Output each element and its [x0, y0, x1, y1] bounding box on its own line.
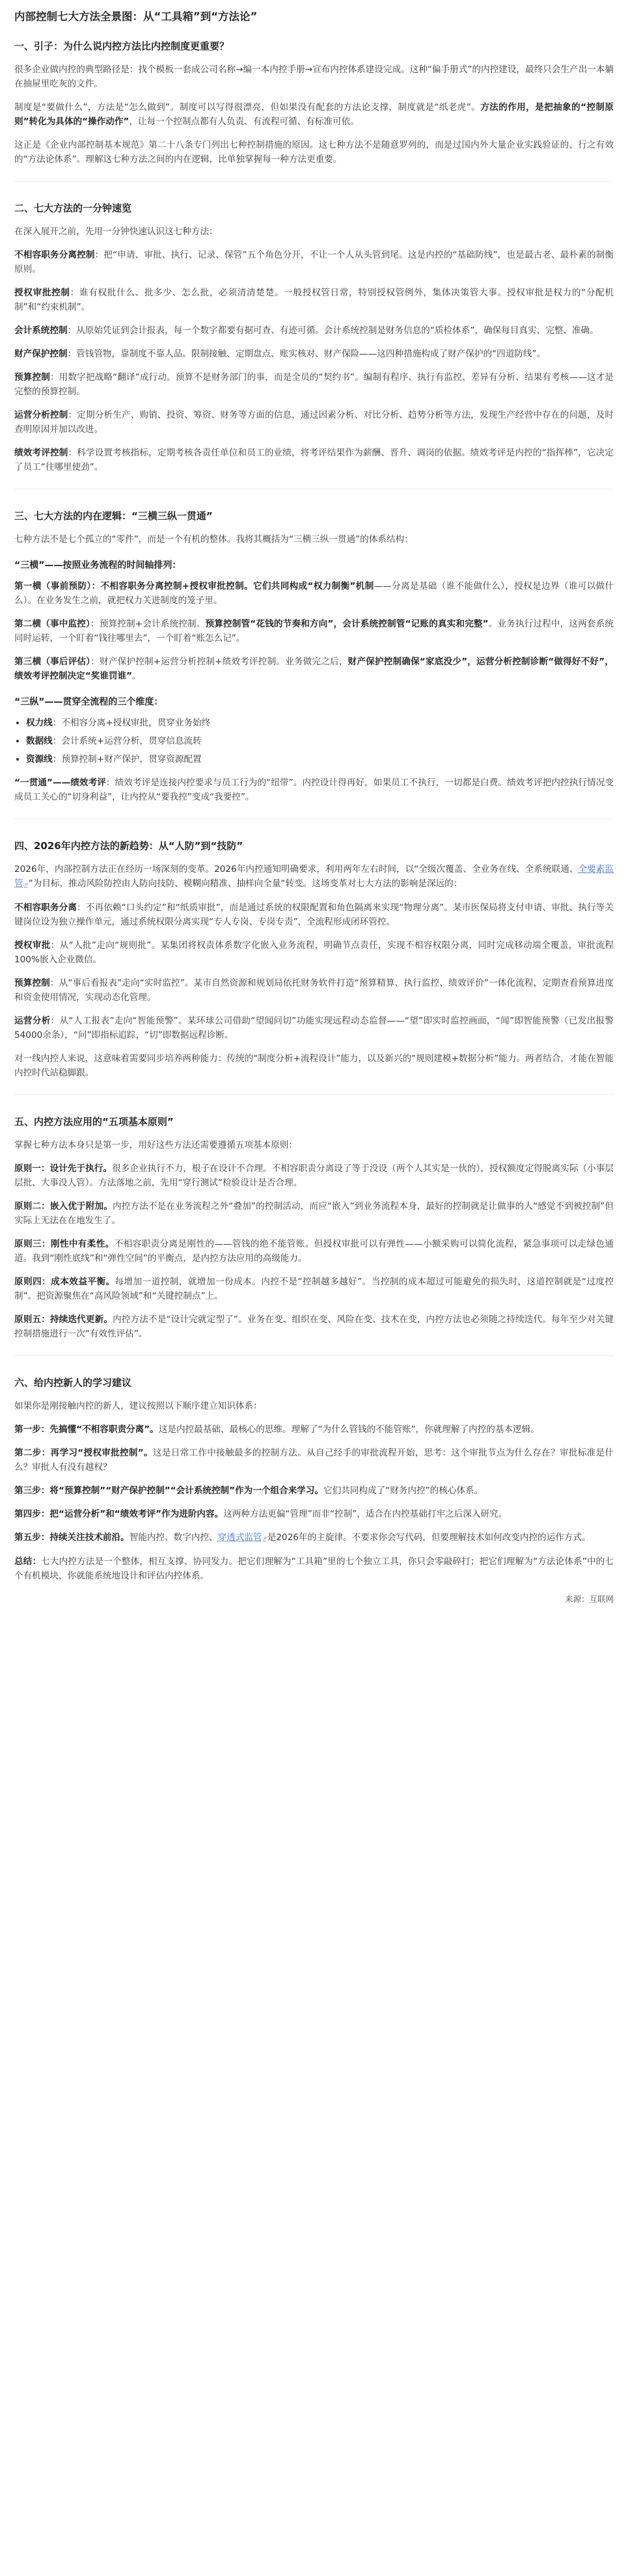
- trend-desc: ：不再依赖“口头约定”和“纸质审批”，而是通过系统的权限配置和角色隔离来实现“物理分离”。某市医保局将支付申请、审批、执行等关键岗位设为独立操作单元，通过系统权限分离实现“专人专岗、专岗专责”，全流程形成闭环管控。: [14, 902, 614, 927]
- trend-desc: ：从“人批”走向“规则批”。某集团将权责体系数字化嵌入业务流程，明确节点责任，实现不相容权限分离，同时完成移动端全覆盖，审批流程100%嵌入企业微信。: [14, 940, 614, 965]
- method-term: 授权审批控制: [14, 288, 70, 298]
- row-item: [14, 655, 614, 683]
- keyword-link[interactable]: [218, 1532, 267, 1543]
- method-desc: ：从原始凭证到会计报表，每一个数字都要有据可查、有迹可循。会计系统控制是财务信息的“质检体系”，确保每目真实、完整、准确。: [67, 325, 599, 336]
- principle-item: [14, 1161, 614, 1190]
- link-text: 穿透式监管: [217, 1532, 262, 1543]
- paragraph: 很多企业做内控的典型路径是：找个模板一套成公司名称→编一本内控手册→宣布内控体系建设完成。这种“偏手册式”的内控建设，最终只会生产出一本躺在抽屉里吃灰的文件。: [14, 64, 614, 89]
- principle-term: 原则一：设计先于执行。: [14, 1163, 113, 1174]
- row-emphasis: 预算控制管“花钱的节奏和方向”，会计系统控制管“记账的真实和完整”: [205, 619, 489, 629]
- bullet-desc: ：预算控制+财产保护，贯穿资源配置: [52, 754, 202, 765]
- method-term: 会计系统控制: [14, 325, 68, 336]
- list-item: [26, 752, 614, 766]
- paragraph: 对一线内控人来说，这意味着需要同步培养两种能力：传统的“制度分析+流程设计”能力，以及新兴的“规则建模+数据分析”能力。两者结合，才能在智能内控时代站稳脚跟。: [14, 1053, 614, 1078]
- step-desc: 是2026年的主旋律。不要求你会写代码，但要理解技术如何改变内控的运作方式。: [267, 1532, 591, 1543]
- step-term: 第三步：将“预算控制”“财产保护控制”“会计系统控制”作为一个组合来学习。: [14, 1485, 324, 1496]
- summary-desc: 七大内控方法是一个整体，相互支撑、协同发力。把它们理解为“工具箱”里的七个独立工具，你只会零敲碎打；把它们理解为“方法论体系”中的七个有机模块，你就能系统地设计和评估内控体系。: [14, 1556, 614, 1581]
- row-mid: ：财产保护控制+运营分析控制+绩效考评控制。业务做完之后，: [90, 657, 348, 667]
- row-lead: 第三横（事后评估）: [14, 657, 91, 667]
- step-item: [14, 1484, 614, 1498]
- bullet-term: 权力线: [26, 718, 53, 728]
- paragraph: [14, 100, 614, 129]
- principle-item: [14, 1312, 614, 1341]
- trend-item: [14, 1014, 614, 1042]
- method-desc: ：定期分析生产、购销、投资、筹资、财务等方面的信息，通过因素分析、对比分析、趋势分析等方法，发现生产经营中存在的问题，及时查明原因并加以改进。: [14, 410, 614, 435]
- search-icon: ⌕: [24, 880, 29, 888]
- method-term: 绩效考评控制: [14, 448, 68, 458]
- summary-term: 总结：: [14, 1556, 42, 1567]
- method-desc: ：谁有权批什么、批多少、怎么批，必须清清楚楚。一般授权管日常，特别授权管例外，集体决策管大事。授权审批是权力的“分配机制”和“约束机制”。: [14, 288, 614, 312]
- step-term: 第四步：把“运营分析”和“绩效考评”作为进阶内容。: [14, 1509, 224, 1519]
- subheading-three-columns: “三纵”——贯穿全流程的三个维度：: [14, 697, 163, 707]
- section-3-heading: 三、七大方法的内在逻辑：“三横三纵一贯通”: [14, 510, 213, 522]
- principle-desc: 很多企业执行不力，根子在设计不合理。不相容职责分离设了等于没设（两个人其实是一伙的），授权额度定得脱离实际（小事层层批、大事没人管）。方法落地之前，先用“穿行测试”检验设计是否合理。: [14, 1163, 614, 1188]
- method-item: [14, 248, 614, 277]
- section-6-heading: 六、给内控新人的学习建议: [14, 1377, 132, 1389]
- principle-term: 原则四：成本效益平衡。: [14, 1277, 115, 1287]
- method-item: [14, 347, 614, 361]
- principle-item: [14, 1237, 614, 1266]
- method-desc: ：科学设置考核指标，定期考核各责任单位和员工的业绩，将考评结果作为薪酬、晋升、调岗的依据。绩效考评是内控的“指挥棒”，它决定了员工“往哪里使劲”。: [14, 448, 614, 472]
- principle-term: 原则二：嵌入优于附加。: [14, 1201, 113, 1212]
- step-desc: 这是内控最基础、最核心的思维。理解了“为什么管钱的不能管账”，你就理解了内控的基本逻辑。: [158, 1424, 539, 1435]
- step-term: 第五步：持续关注技术前沿。: [14, 1532, 130, 1543]
- step-item: [14, 1422, 614, 1437]
- source-note: 来源：互联网: [564, 1594, 614, 1604]
- principle-item: [14, 1275, 614, 1303]
- step-item: [14, 1446, 614, 1474]
- trend-term: 授权审批: [14, 940, 51, 951]
- principle-item: [14, 1199, 614, 1228]
- divider: [14, 181, 614, 182]
- trend-desc: ：从“事后看报表”走向“实时监控”。某市自然资源和规划局依托财务软件打造“预算精算、执行监控、绩效评价”一体化流程，定期查看预算进度和资金使用情况，实现动态化管理。: [14, 978, 614, 1003]
- list-item: [26, 716, 614, 730]
- principle-desc: 内控方法不是“设计完就定型了”。业务在变、组织在变、风险在变、技术在变，内控方法也必须随之持续迭代。每年至少对关键控制措施进行一次“有效性评估”。: [14, 1314, 614, 1339]
- emphasis: 方法的作用，是把抽象的“控制原则”转化为具体的“操作动作”: [14, 102, 614, 127]
- bullet-list: [14, 716, 614, 766]
- paragraph: 如果你是刚接触内控的新人，建议按照以下顺序建立知识体系：: [14, 1401, 262, 1411]
- text: 2026年，内部控制方法正在经历一场深刻的变革。2026年内控通知明确要求，利用两年左右时间，以“全级次覆盖、全业务在线、全系统联通、: [14, 864, 579, 874]
- trend-item: [14, 976, 614, 1005]
- row-rest: 。: [132, 671, 141, 681]
- trend-term: 预算控制: [14, 978, 50, 988]
- method-desc: ：用数字把战略“翻译”成行动。预算不是财务部门的事，而是全员的“契约书”。编制有程序、执行有监控、差异有分析、结果有考核——这才是完整的预算控制。: [14, 372, 614, 397]
- trend-item: [14, 901, 614, 929]
- paragraph: [14, 862, 614, 891]
- method-item: [14, 286, 614, 314]
- step-desc: 智能内控、数字内控、: [129, 1532, 218, 1543]
- text: ，让每一个控制点都有人负责、有流程可循、有标准可依。: [129, 116, 359, 127]
- search-icon: ⌕: [263, 1534, 267, 1542]
- paragraph: 掌握七种方法本身只是第一步，用好这些方法还需要遵循五项基本原则：: [14, 1140, 297, 1150]
- bullet-term: 数据线: [26, 736, 53, 746]
- divider: [14, 1355, 614, 1356]
- method-desc: ：管钱管物，靠制度不靠人品。限制接触、定期盘点、账实核对、财产保险——这四种措施构成了财产保护的“四道防线”。: [67, 349, 546, 359]
- method-term: 不相容职务分离控制: [14, 250, 95, 260]
- text: 制度是“要做什么”，方法是“怎么做到”。制度可以写得很漂亮，但如果没有配套的方法论支撑，制度就是“纸老虎”。: [14, 102, 481, 113]
- method-term: 预算控制: [14, 372, 50, 383]
- row-item: [14, 617, 614, 645]
- list-item: [26, 734, 614, 748]
- summary-item: [14, 1554, 614, 1583]
- text: ”为目标，推动风险防控由人防向技防、模糊向精准、抽样向全量“转变。这场变革对七大方法的影响是深远的：: [28, 878, 463, 889]
- paragraph: 在深入展开之前，先用一分钟快速认识这七种方法：: [14, 226, 218, 237]
- trend-term: 不相容职务分离: [14, 902, 77, 913]
- emphasis: “一贯通”——绩效考评: [14, 778, 106, 788]
- paragraph: 这正是《企业内部控制基本规范》第二十八条专门列出七种控制措施的原因。这七种方法不是随意罗列的，而是过国内外大量企业实践验证的、行之有效的“方法论体系”。理解这七种方法之间的内在逻辑，比单独掌握每一种方法更重要。: [14, 140, 614, 165]
- principle-term: 原则五：持续迭代更新。: [14, 1314, 113, 1325]
- method-item: [14, 370, 614, 399]
- method-desc: ：把“申请、审批、执行、记录、保管”五个角色分开，不让一个人从头管到尾。这是内控的“基础防线”，也是最古老、最朴素的制衡原则。: [14, 250, 614, 275]
- principle-desc: 不相容职责分离是刚性的——管钱的绝不能管账。但授权审批可以有弹性——小额采购可以简化流程，紧急事项可以走绿色通道。我到“刚性底线”和“弹性空间”的平衡点，是内控方法应用的高级能力。: [14, 1239, 614, 1264]
- trend-item: [14, 938, 614, 967]
- method-term: 财产保护控制: [14, 349, 68, 359]
- row-emphasis: 财产保护控制确保“家底没少”，运营分析控制诊断“做得好不好”，绩效考评控制决定“奖谁罚谁”: [14, 657, 614, 681]
- link-text: 全要素监管: [14, 864, 614, 889]
- method-term: 运营分析控制: [14, 410, 68, 420]
- row-rest: ——分离是基础（谁不能做什么），授权是边界（谁可以做什么）。在业务发生之前，就把权力关进制度的笼子里。: [14, 581, 614, 606]
- principle-term: 原则三：刚性中有柔性。: [14, 1239, 115, 1249]
- row-rest: 。业务执行过程中，这两套系统同时运转，一个盯着“钱往哪里去”，一个盯着“账怎么记”。: [14, 619, 614, 644]
- row-mid: ：预算控制+会计系统控制。: [90, 619, 206, 629]
- method-item: [14, 408, 614, 437]
- trend-desc: ：从“人工报表”走向“智能预警”。某环球公司借助“望闻问切”功能实现远程动态监督——“望”即实时监控画面，“闻”即智能预警（已发出报警54000余条），“问”即指标追踪，“切”即数据远程诊断。: [14, 1016, 614, 1040]
- bullet-desc: ：会计系统+运营分析，贯穿信息流转: [52, 736, 202, 746]
- bullet-desc: ：不相容分离+授权审批，贯穿业务始终: [52, 718, 211, 728]
- step-item: [14, 1507, 614, 1521]
- section-1-heading: 一、引子：为什么说内控方法比内控制度更重要？: [14, 40, 230, 52]
- principle-desc: 每增加一道控制，就增加一份成本。内控不是“控制越多越好”。当控制的成本超过可能避免的损失时，这道控制就是“过度控制”。把资源聚焦在“高风险领域”和“关键控制点”上。: [14, 1277, 614, 1301]
- row-item: [14, 579, 614, 608]
- step-desc: 这是日常工作中接触最多的控制方法。从自己经手的审批流程开始，思考：这个审批节点为什么存在？审批标准是什么？审批人有没有越权？: [14, 1448, 614, 1472]
- step-desc: 它们共同构成了“财务内控”的核心体系。: [323, 1485, 484, 1496]
- section-4-heading: 四、2026年内控方法的新趋势：从“人防”到“技防”: [14, 840, 243, 852]
- method-item: [14, 323, 614, 338]
- row-lead: 第一横（事前预防）: [14, 581, 92, 591]
- step-term: 第一步：先搞懂“不相容职责分离”。: [14, 1424, 159, 1435]
- row-lead: 第二横（事中监控）: [14, 619, 90, 629]
- paragraph: 七种方法不是七个孤立的“零件”，而是一个有机的整体。我将其概括为“三横三纵一贯通”的体系结构：: [14, 534, 413, 545]
- text: ：绩效考评是连接内控要求与员工行为的“纽带”。内控设计得再好，如果员工不执行，一切都是白费。绩效考评把内控执行情况变成员工关心的“切身利益”，让内控从“要我控”变成“我要控”。: [14, 778, 614, 802]
- article-title: 内部控制七大方法全景图：从“工具箱”到“方法论”: [14, 10, 258, 23]
- subheading-three-rows: “三横”——按照业务流程的时间轴排列：: [14, 560, 182, 571]
- method-item: [14, 446, 614, 474]
- step-desc: 这两种方法更偏“管理”而非“控制”，适合在内控基础打牢之后深入研究。: [223, 1509, 508, 1519]
- principle-desc: 内控方法不是在业务流程之外“叠加”的控制活动，而应“嵌入”到业务流程本身，最好的控制就是让做事的人“感觉不到被控制”但实际上无法在在地发生了。: [14, 1201, 614, 1226]
- bullet-term: 资源线: [26, 754, 53, 765]
- paragraph: [14, 776, 614, 804]
- section-5-heading: 五、内控方法应用的“五项基本原则”: [14, 1116, 174, 1128]
- step-item: [14, 1530, 614, 1545]
- section-2-heading: 二、七大方法的一分钟速览: [14, 202, 132, 214]
- divider: [14, 1094, 614, 1095]
- row-mid: ：不相容职务分离控制+授权审批控制。它们共同构成“权力制衡”机制: [91, 581, 374, 591]
- step-term: 第二步：再学习“授权审批控制”。: [14, 1448, 153, 1458]
- trend-term: 运营分析: [14, 1016, 51, 1026]
